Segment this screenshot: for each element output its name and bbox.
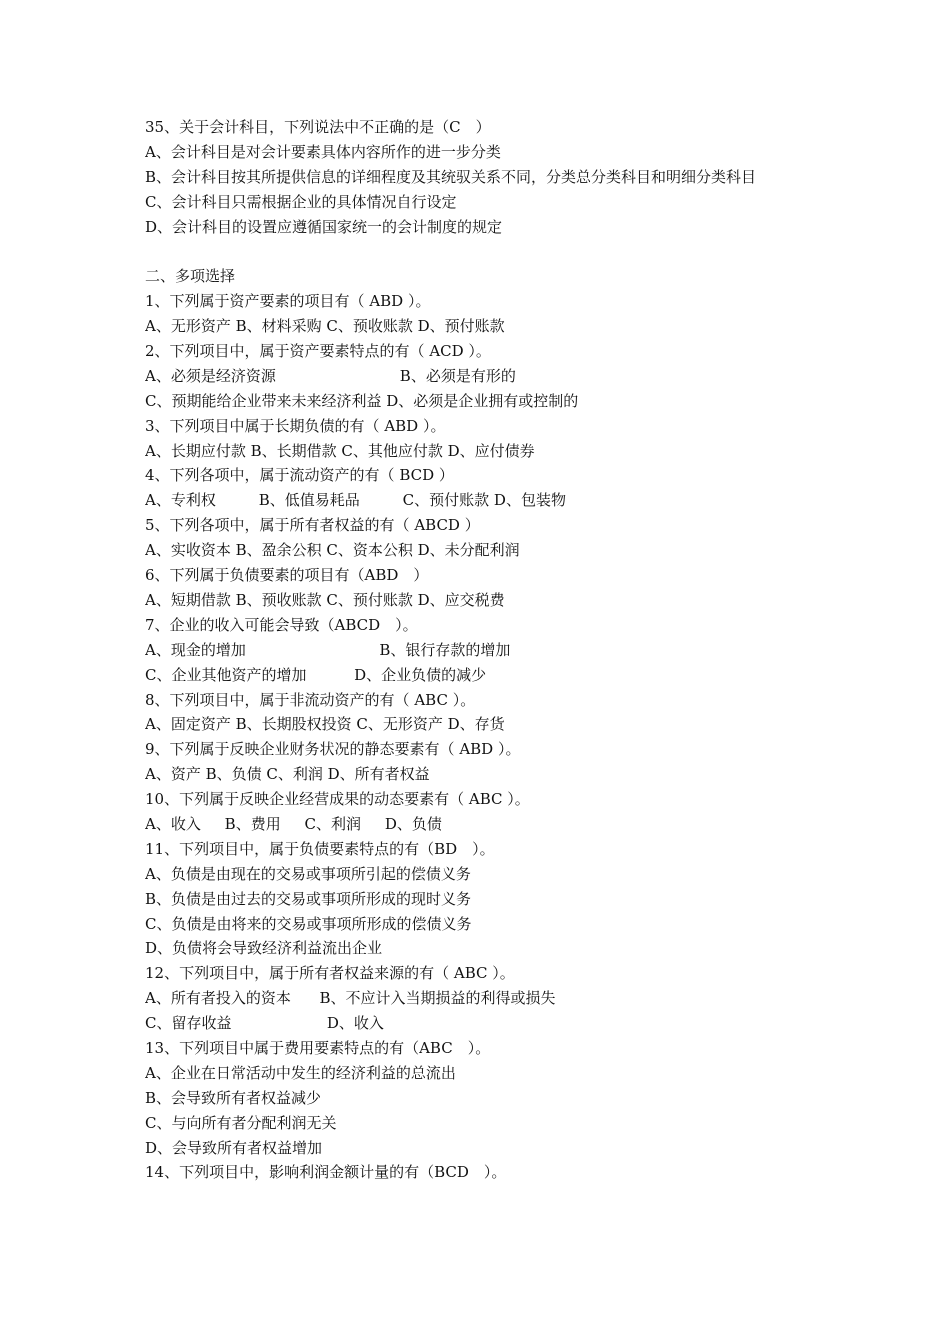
- question-35: 35、关于会计科目，下列说法中不正确的是（C ）: [145, 118, 491, 136]
- question-line: 3、下列项目中属于长期负债的有（ ABD ）。: [145, 416, 446, 435]
- option-line: A、收入 B、费用 C、利润 D、负债: [145, 814, 442, 833]
- option-line: C、会计科目只需根据企业的具体情况自行设定: [145, 192, 457, 211]
- option-line: B、负债是由过去的交易或事项所形成的现时义务: [145, 889, 472, 908]
- option-line: C、与向所有者分配利润无关: [145, 1113, 337, 1132]
- option-line: A、负债是由现在的交易或事项所引起的偿债义务: [145, 864, 471, 883]
- option-line: D、会计科目的设置应遵循国家统一的会计制度的规定: [145, 217, 503, 236]
- question-line: 4、下列各项中，属于流动资产的有（ BCD ）: [145, 466, 454, 485]
- option-line: A、专利权 B、低值易耗品 C、预付账款 D、包装物: [145, 491, 566, 510]
- question-line: 1、下列属于资产要素的项目有（ ABD ）。: [145, 292, 431, 311]
- section-heading: 二、多项选择: [145, 267, 236, 286]
- blank-line: [145, 239, 810, 264]
- option-line: A、会计科目是对会计要素具体内容所作的进一步分类: [145, 142, 501, 161]
- question-line: 14、下列项目中，影响利润金额计量的有（BCD ）。: [145, 1163, 507, 1182]
- question-line: 7、企业的收入可能会导致（ABCD ）。: [145, 615, 418, 634]
- question-line: 2、下列项目中，属于资产要素特点的有（ ACD ）。: [145, 342, 491, 361]
- option-line: A、现金的增加 B、银行存款的增加: [145, 640, 511, 659]
- option-line: C、预期能给企业带来未来经济利益 D、必须是企业拥有或控制的: [145, 391, 579, 410]
- option-line: D、会导致所有者权益增加: [145, 1138, 323, 1157]
- document-body: [145, 115, 810, 1185]
- question-line: 8、下列项目中，属于非流动资产的有（ ABC ）。: [145, 690, 476, 709]
- question-line: 10、下列属于反映企业经营成果的动态要素有（ ABC ）。: [145, 790, 530, 809]
- option-line: A、必须是经济资源 B、必须是有形的: [145, 366, 516, 385]
- option-line: A、企业在日常活动中发生的经济利益的总流出: [145, 1063, 456, 1082]
- question-line: 9、下列属于反映企业财务状况的静态要素有（ ABD ）。: [145, 740, 521, 759]
- question-line: 12、下列项目中，属于所有者权益来源的有（ ABC ）。: [145, 964, 515, 983]
- option-line: A、固定资产 B、长期股权投资 C、无形资产 D、存货: [145, 715, 505, 734]
- option-line: C、企业其他资产的增加 D、企业负债的减少: [145, 665, 487, 684]
- option-line: A、短期借款 B、预收账款 C、预付账款 D、应交税费: [145, 590, 505, 609]
- question-line: 11、下列项目中，属于负债要素特点的有（BD ）。: [145, 839, 495, 858]
- question-line: 6、下列属于负债要素的项目有（ABD ）: [145, 566, 429, 585]
- option-line: A、无形资产 B、材料采购 C、预收账款 D、预付账款: [145, 317, 505, 336]
- question-line: 13、下列项目中属于费用要素特点的有（ABC ）。: [145, 1038, 491, 1057]
- option-line: A、长期应付款 B、长期借款 C、其他应付款 D、应付债券: [145, 441, 535, 460]
- option-line: B、会导致所有者权益减少: [145, 1088, 322, 1107]
- question-line: 5、下列各项中，属于所有者权益的有（ ABCD ）: [145, 516, 480, 535]
- option-line: B、会计科目按其所提供信息的详细程度及其统驭关系不同，分类总分类科目和明细分类科目: [145, 167, 757, 186]
- option-line: C、负债是由将来的交易或事项所形成的偿债义务: [145, 914, 472, 933]
- option-line: A、所有者投入的资本 B、不应计入当期损益的利得或损失: [145, 989, 556, 1008]
- option-line: C、留存收益 D、收入: [145, 1014, 384, 1033]
- option-line: A、实收资本 B、盈余公积 C、资本公积 D、未分配利润: [145, 541, 520, 560]
- option-line: A、资产 B、负债 C、利润 D、所有者权益: [145, 765, 430, 784]
- option-line: D、负债将会导致经济利益流出企业: [145, 939, 383, 958]
